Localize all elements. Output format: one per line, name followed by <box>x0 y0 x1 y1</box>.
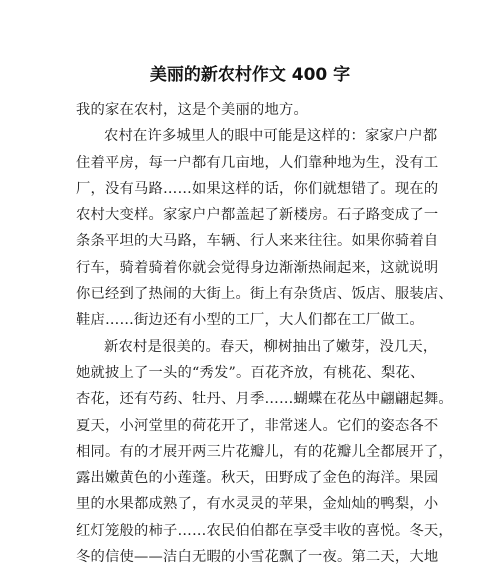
text-line: 杏花，还有芍药、牡丹、月季……蝴蝶在花丛中翩翩起舞。 <box>76 391 453 408</box>
text-line: 行车，骑着骑着你就会觉得身边渐渐热闹起来，这就说明 <box>76 259 439 276</box>
text-line: 里的水果都成熟了，有水灵灵的苹果，金灿灿的鸭梨，小 <box>76 496 439 513</box>
text-line: 露出嫩黄色的小莲蓬。秋天，田野成了金色的海洋。果园 <box>76 470 439 487</box>
text-line: 住着平房，每一户都有几亩地，人们靠种地为生，没有工 <box>76 154 439 171</box>
text-line: 我的家在农村，这是个美丽的地方。 <box>76 102 308 118</box>
text-line: 农村大变样。家家户户都盖起了新楼房。石子路变成了一 <box>76 207 439 224</box>
text-line: 鞋店……街边还有小型的工厂，大人们都在工厂做工。 <box>76 312 424 329</box>
paragraph-first-line: 农村在许多城里人的眼中可能是这样的：家家户户都 <box>104 128 438 145</box>
document-title: 美丽的新农村作文 400 字 <box>149 65 351 85</box>
text-line: 红灯笼般的柿子……农民伯伯都在享受丰收的喜悦。冬天， <box>76 522 453 539</box>
text-line: 冬的信使——洁白无暇的小雪花飘了一夜。第二天，大地 <box>76 549 439 566</box>
paragraph-first-line: 新农村是很美的。春天，柳树抽出了嫩芽，没几天， <box>104 338 438 355</box>
text-line: 夏天，小河堂里的荷花开了，非常迷人。它们的姿态各不 <box>76 417 439 434</box>
text-line: 条条平坦的大马路，车辆、行人来来往往。如果你骑着自 <box>76 233 439 250</box>
text-line: 相同。有的才展开两三片花瓣儿，有的花瓣儿全都展开了， <box>76 443 453 460</box>
text-line: 你已经到了热闹的大街上。街上有杂货店、饭店、服装店、 <box>76 286 453 303</box>
document-body <box>76 97 453 566</box>
text-line: 她就披上了一头的“秀发”。百花齐放，有桃花、梨花、 <box>76 364 425 381</box>
text-line: 厂，没有马路……如果这样的话，你们就想错了。现在的 <box>76 180 439 197</box>
